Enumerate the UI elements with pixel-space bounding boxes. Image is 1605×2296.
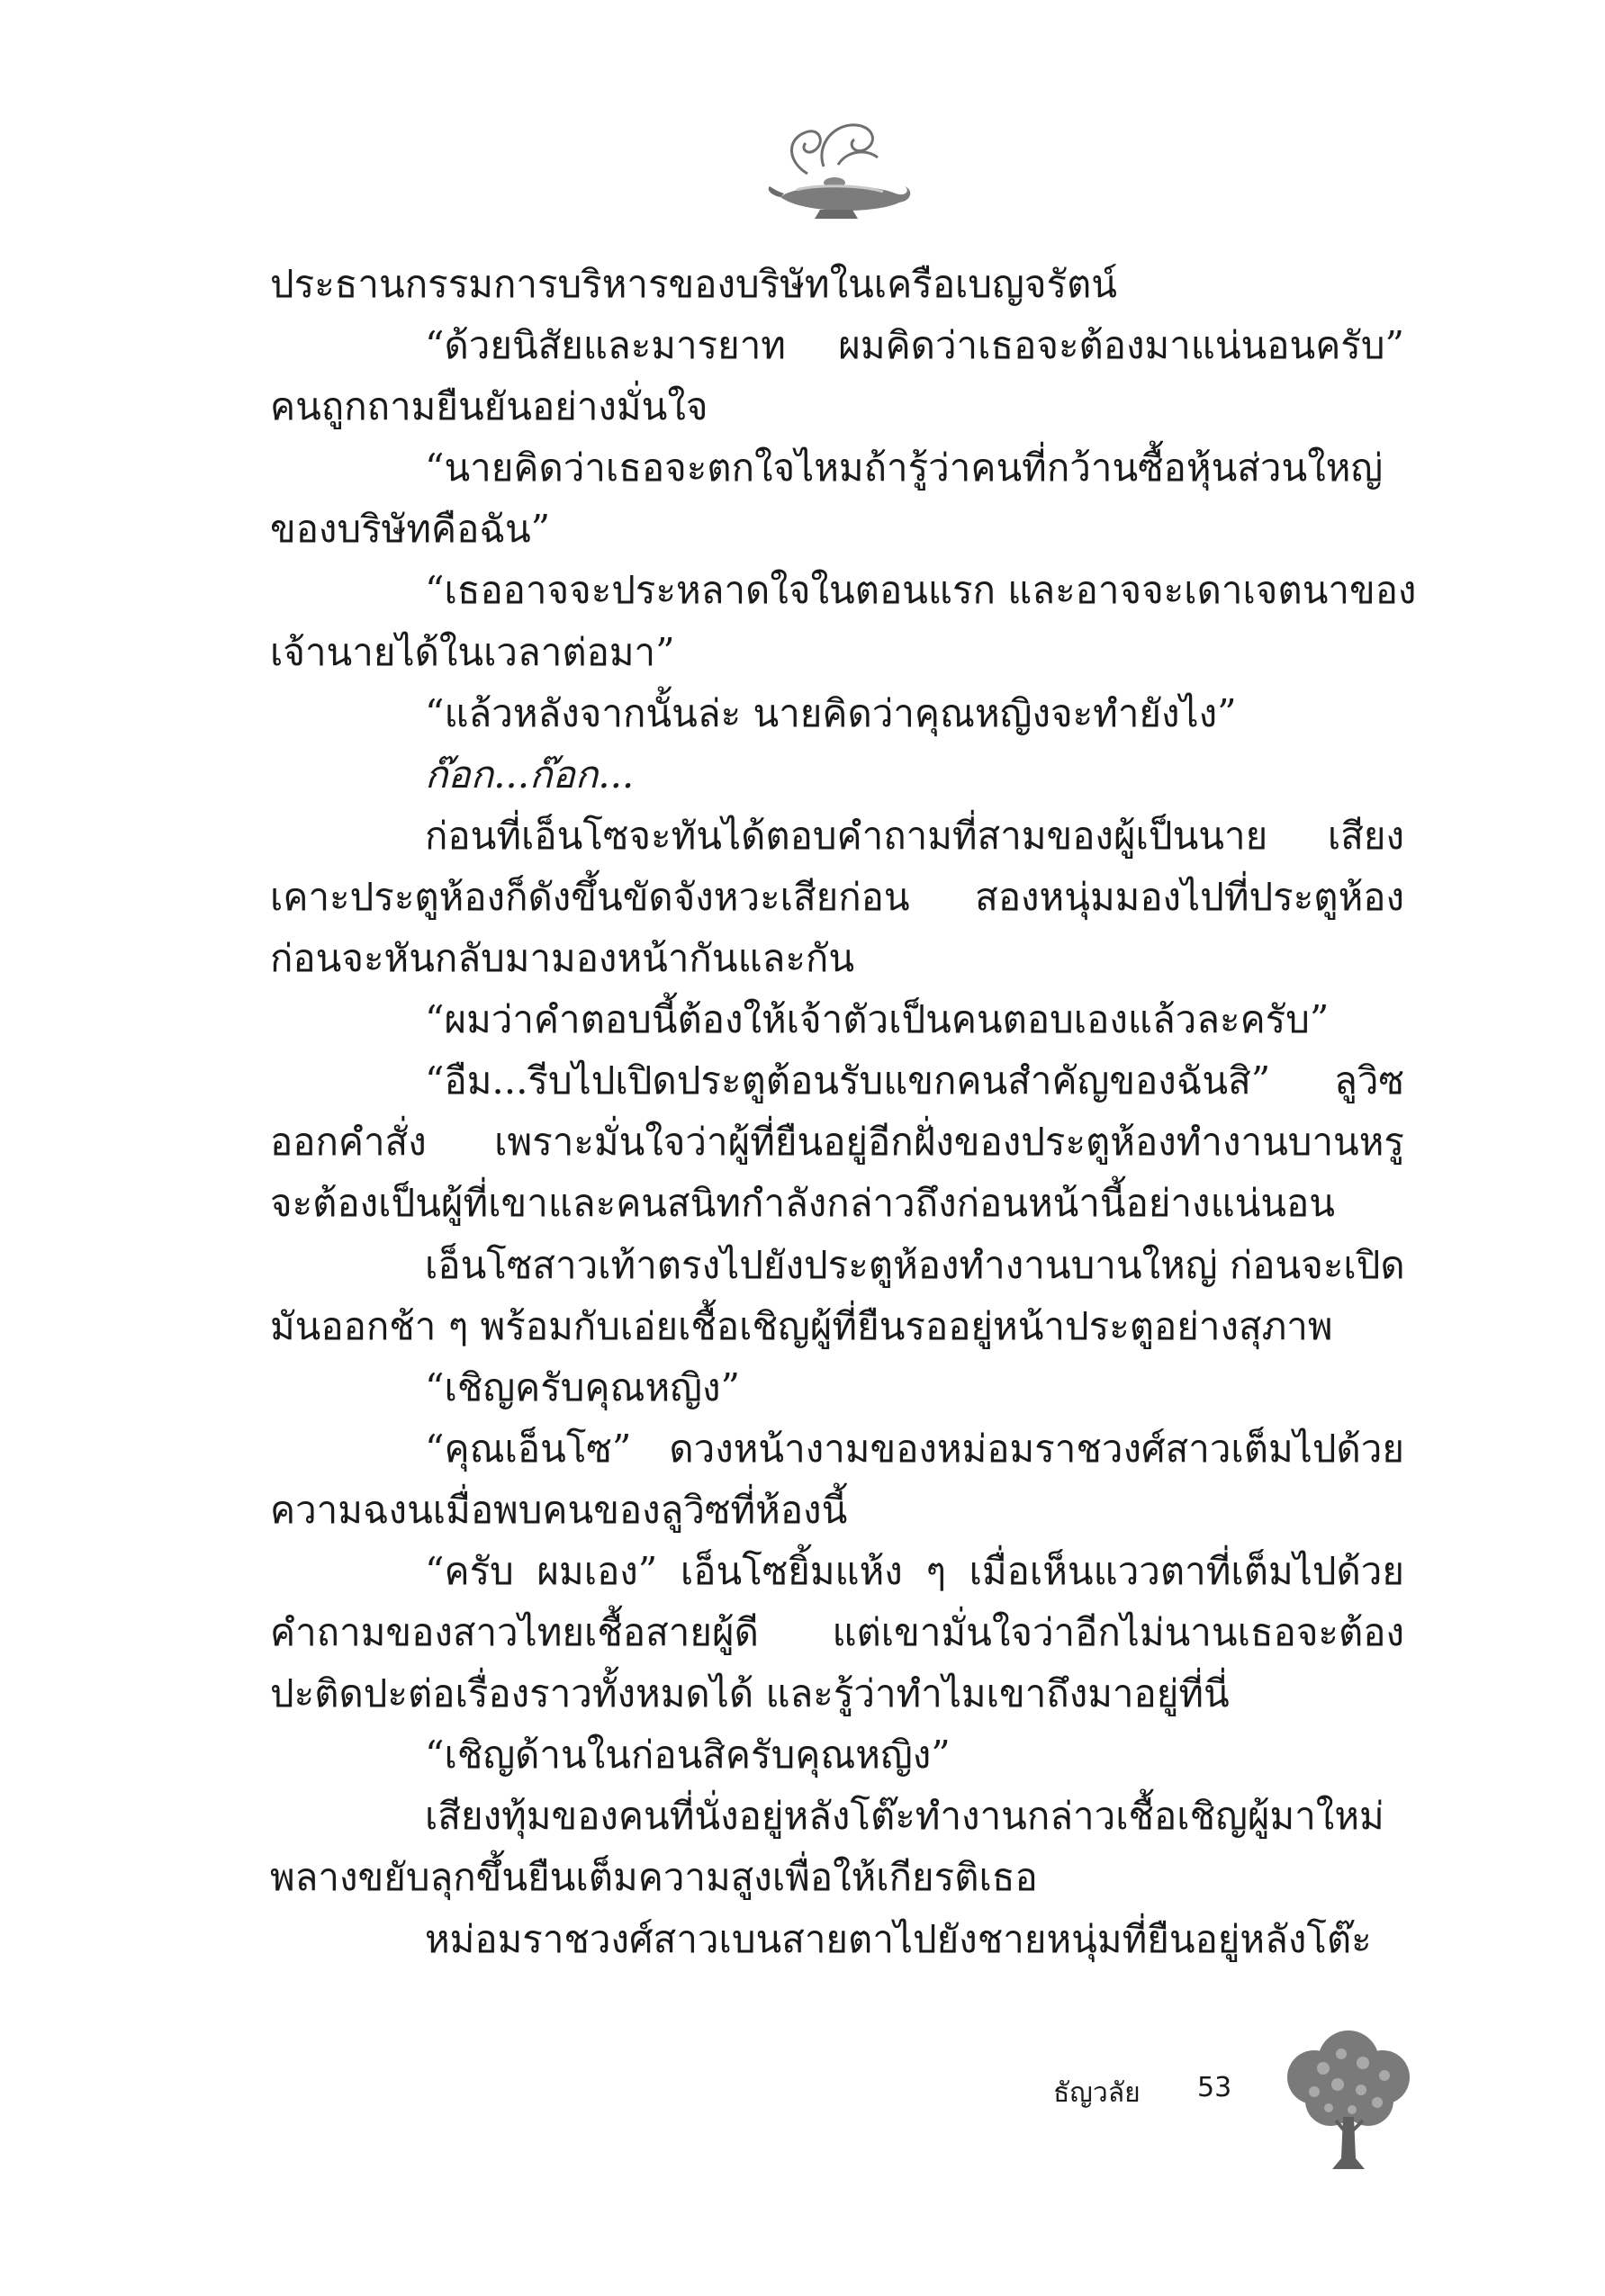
text-line: “คุณเอ็นโซ” ดวงหน้างามของหม่อมราชวงศ์สาวเต็มไปด้วย (425, 1426, 1404, 1471)
text-line: มันออกช้า ๆ พร้อมกับเอ่ยเชื้อเชิญผู้ที่ยืนรออยู่หน้าประตูอย่างสุภาพ (270, 1303, 1333, 1348)
footer-author: ธัญวลัย (1053, 2077, 1141, 2109)
text-line: “ครับ ผมเอง” เอ็นโซยิ้มแห้ง ๆ เมื่อเห็นแววตาที่เต็มไปด้วย (425, 1548, 1404, 1593)
text-line: ก่อนที่เอ็นโซจะทันได้ตอบคำถามที่สามของผู้เป็นนาย เสียง (425, 813, 1404, 858)
text-line: ออกคำสั่ง เพราะมั่นใจว่าผู้ที่ยืนอยู่อีกฝั่งของประตูห้องทำงานบานหรู (270, 1120, 1404, 1165)
page-number: 53 (1197, 2072, 1232, 2103)
text-line: พลางขยับลุกขึ้นยืนเต็มความสูงเพื่อให้เกียรติเธอ (270, 1855, 1038, 1900)
text-line: เจ้านายได้ในเวลาต่อมา” (270, 629, 675, 674)
text-line: “ผมว่าคำตอบนี้ต้องให้เจ้าตัวเป็นคนตอบเองแล้วละครับ” (425, 997, 1330, 1042)
text-line: “เชิญด้านในก่อนสิครับคุณหญิง” (425, 1733, 951, 1778)
text-line: “แล้วหลังจากนั้นล่ะ นายคิดว่าคุณหญิงจะทำยังไง” (425, 690, 1237, 735)
text-line: เคาะประตูห้องก็ดังขึ้นขัดจังหวะเสียก่อน สองหนุ่มมองไปที่ประตูห้อง (270, 874, 1404, 919)
text-line: “อืม...รีบไปเปิดประตูต้อนรับแขกคนสำคัญของฉันสิ” ลูวิซ (425, 1058, 1404, 1103)
text-line: ประธานกรรมการบริหารของบริษัทในเครือเบญจรัตน์ (270, 262, 1118, 306)
text-line: หม่อมราชวงศ์สาวเบนสายตาไปยังชายหนุ่มที่ยืนอยู่หลังโต๊ะ (425, 1916, 1372, 1961)
genie-lamp-icon (761, 104, 914, 230)
text-line: ความฉงนเมื่อพบคนของลูวิซที่ห้องนี้ (270, 1487, 848, 1532)
text-line: ของบริษัทคือฉัน” (270, 507, 551, 552)
text-line: “ด้วยนิสัยและมารยาท ผมคิดว่าเธอจะต้องมาแน่นอนครับ” (425, 323, 1404, 368)
text-line: ก่อนจะหันกลับมามองหน้ากันและกัน (270, 936, 855, 981)
text-line: เอ็นโซสาวเท้าตรงไปยังประตูห้องทำงานบานใหญ่ ก่อนจะเปิด (425, 1242, 1405, 1287)
text-line: “เธออาจจะประหลาดใจในตอนแรก และอาจจะเดาเจตนาของ (425, 568, 1417, 613)
body-text (270, 254, 1417, 1970)
text-line: คนถูกถามยืนยันอย่างมั่นใจ (270, 384, 708, 429)
text-line: “เชิญครับคุณหญิง” (425, 1364, 740, 1409)
text-line: ก๊อก...ก๊อก... (425, 752, 635, 797)
text-line: เสียงทุ้มของคนที่นั่งอยู่หลังโต๊ะทำงานกล่าวเชื้อเชิญผู้มาใหม่ (425, 1794, 1384, 1839)
text-line: “นายคิดว่าเธอจะตกใจไหมถ้ารู้ว่าคนที่กว้านซื้อหุ้นส่วนใหญ่ (425, 446, 1384, 491)
text-line: คำถามของสาวไทยเชื้อสายผู้ดี แต่เขามั่นใจว่าอีกไม่นานเธอจะต้อง (270, 1610, 1404, 1655)
text-line: จะต้องเป็นผู้ที่เขาและคนสนิทกำลังกล่าวถึงก่อนหน้านี้อย่างแน่นอน (270, 1181, 1335, 1226)
text-line: ปะติดปะต่อเรื่องราวทั้งหมดได้ และรู้ว่าทำไมเขาถึงมาอยู่ที่นี่ (270, 1671, 1230, 1716)
tree-icon (1278, 2023, 1418, 2176)
